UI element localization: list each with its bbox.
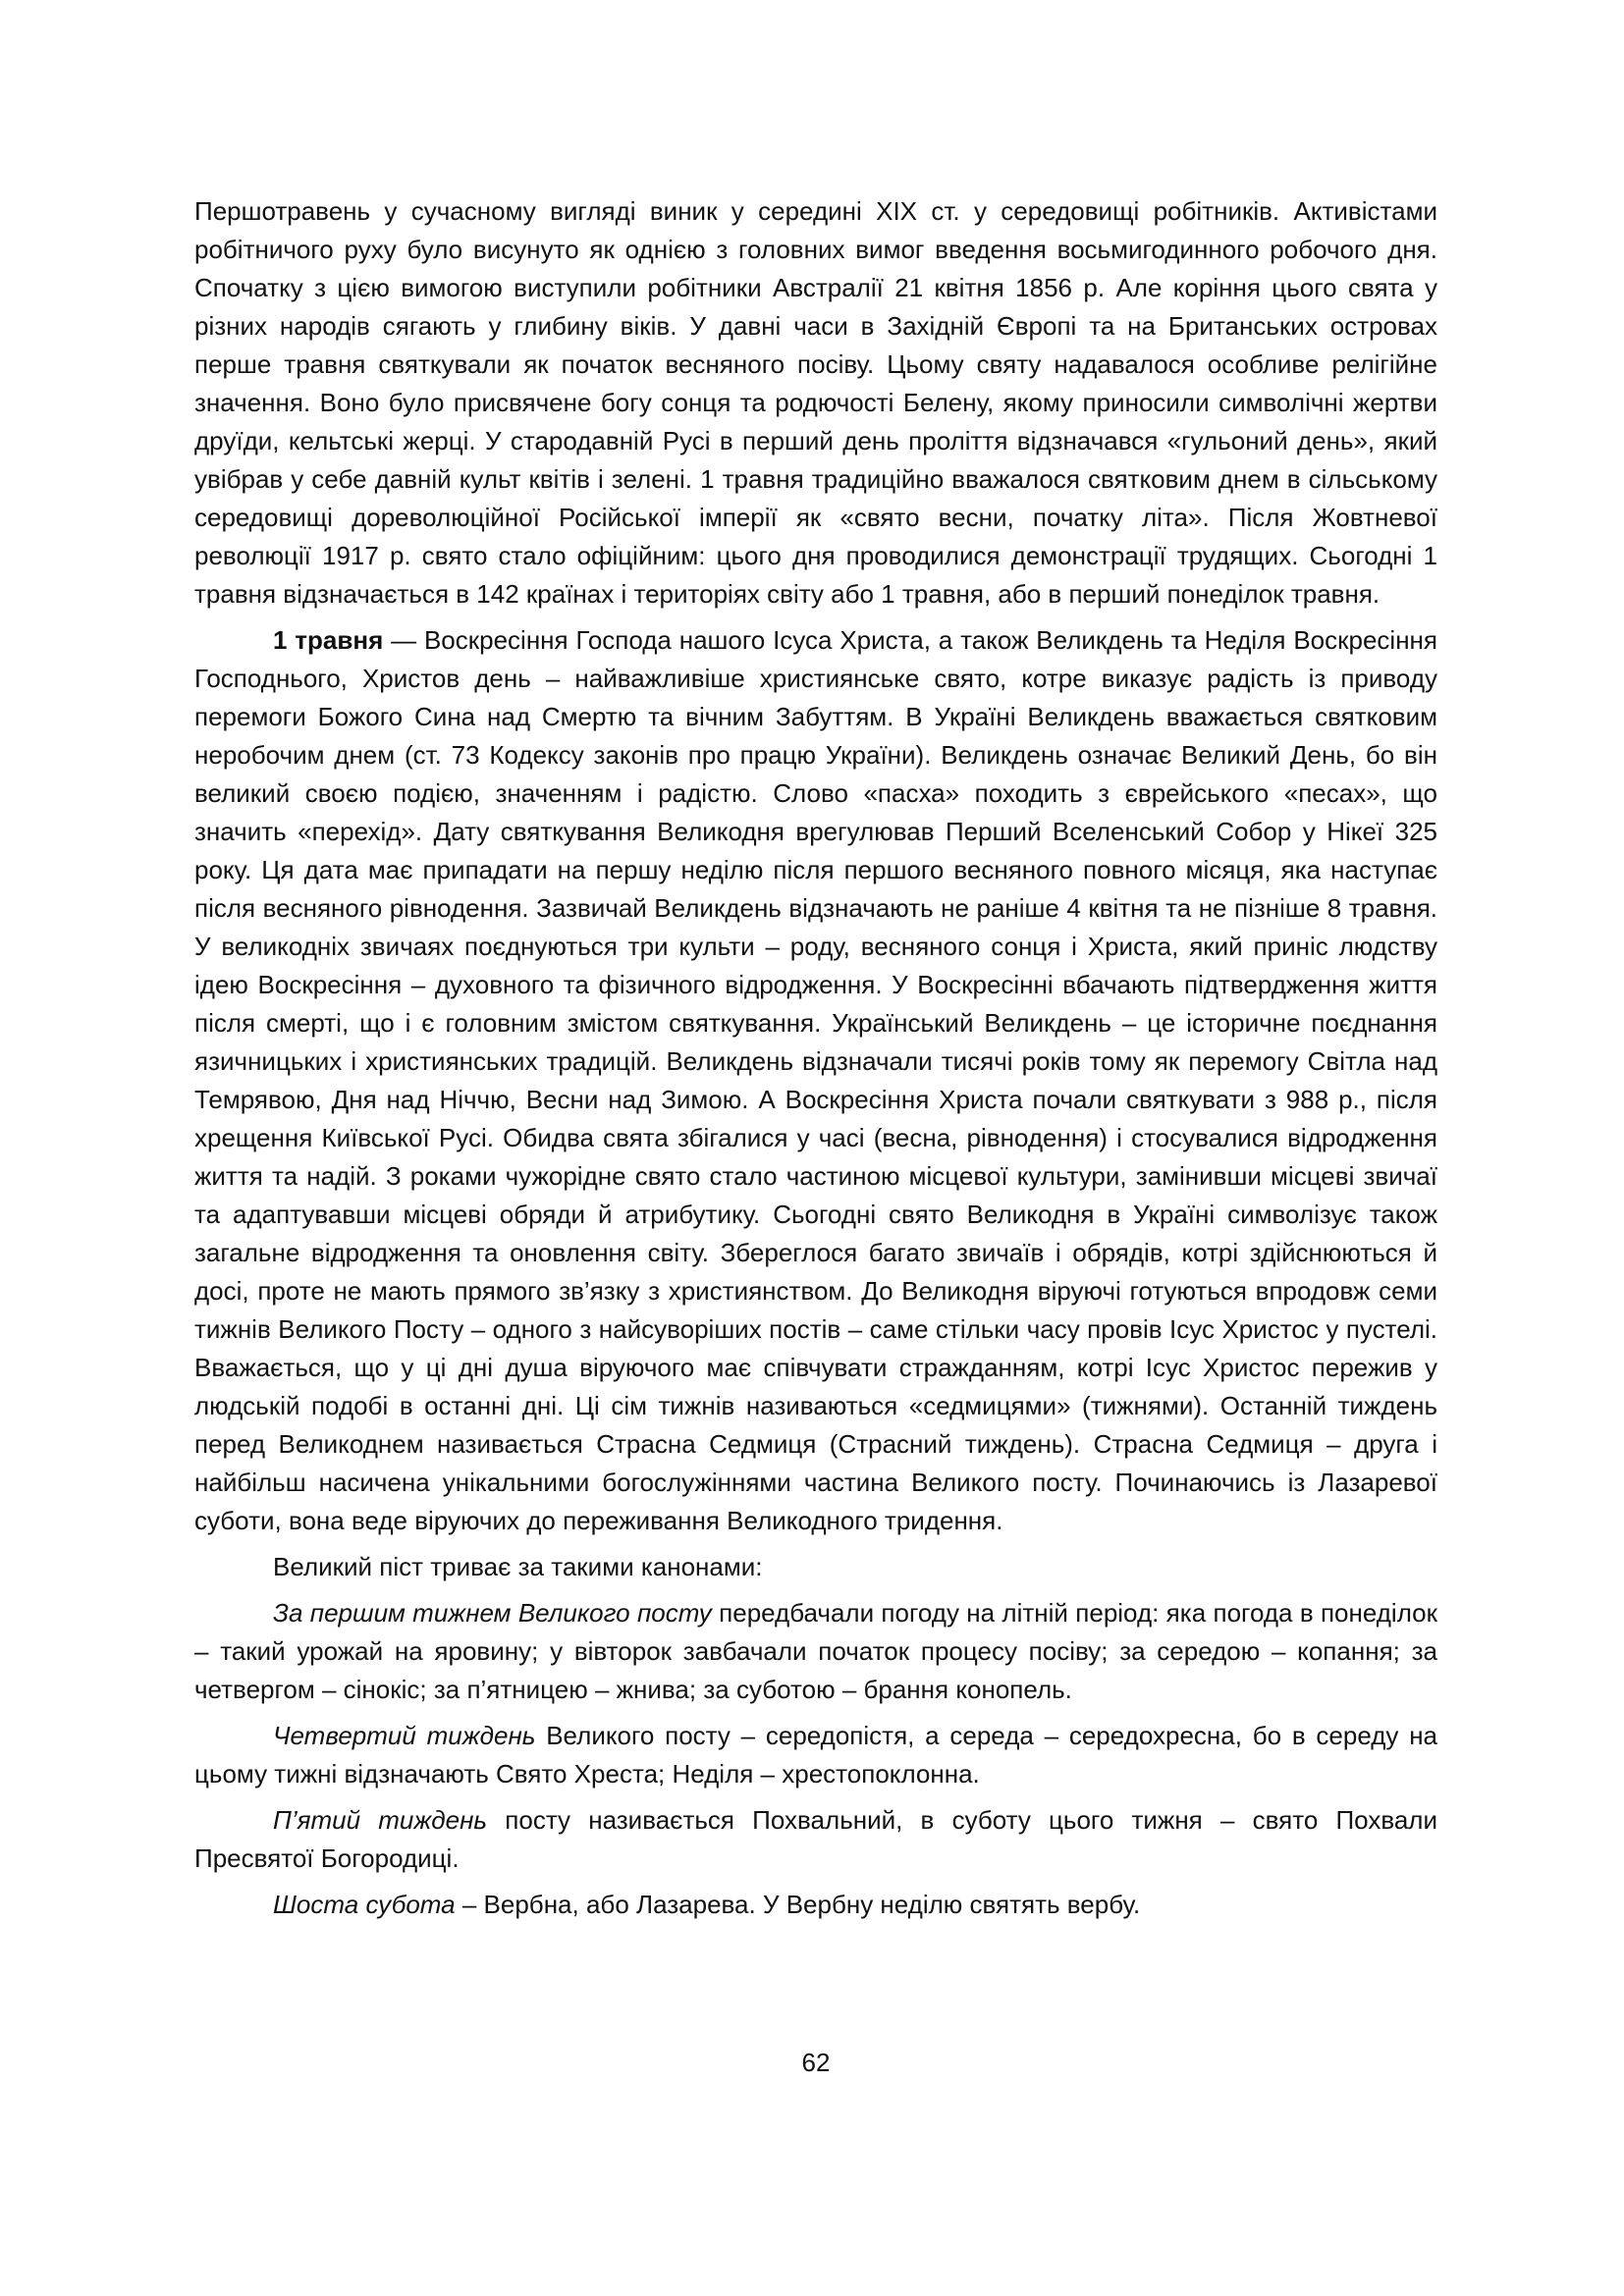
paragraph-text: Великий піст триває за такими канонами: [273, 1552, 763, 1581]
paragraph-lead-italic: Шоста субота [273, 1890, 456, 1919]
document-page [194, 0, 1437, 2296]
body-text [194, 192, 1437, 1932]
paragraph-easter [194, 621, 1437, 1540]
paragraph-text: Першотравень у сучасному вигляді виник у середині XIX ст. у середовищі робітників. Активістами робітничого руху було висунуто як однією з головних вимог введення восьмигодинного робочого дня. Спочатку з цією вимогою виступили робітники Австралії 21 квітня 1856 р. Але коріння цього свята у різних народів сягають у глибину віків. У давні часи в Західній Європі та на Британських островах перше травня святкували як початок весняного посіву. Цьому святу надавалося особливе релігійне значення. Воно було присвячене богу сонця та родючості Белену, якому приносили символічні жертви друїди, кельтські жерці. У стародавній Русі в перший день проліття відзначався «гульоний день», який увібрав у себе давній культ квітів і зелені. 1 травня традиційно вважалося святковим днем в сільському середовищі дореволюційної Російської імперії як «свято весни, початку літа». Після Жовтневої революції 1917 р. свято стало офіційним: цього дня проводилися демонстрації трудящих. Сьогодні 1 травня відзначається в 142 країнах і територіях світу або 1 травня, або в перший понеділок травня. [194, 196, 1437, 609]
paragraph-lead-italic: П’ятий тиждень [273, 1805, 488, 1835]
paragraph-mayday-history [194, 192, 1437, 614]
paragraph-lent-intro [194, 1548, 1437, 1586]
paragraph-text: — Воскресіння Господа нашого Ісуса Христа, а також Великдень та Неділя Воскресіння Господнього, Христов день – найважливіше християнське свято, котре виказує радість із приводу перемоги Божого Сина над Смертю та вічним Забуттям. В Україні Великдень вважається святковим неробочим днем (ст. 73 Кодексу законів про працю України). Великдень означає Великий День, бо він великий своєю подією, значенням і радістю. Слово «пасха» походить з єврейського «песах», що значить «перехід». Дату святкування Великодня врегулював Перший Вселенський Собор у Нікеї 325 року. Ця дата має припадати на першу неділю після першого весняного повного місяця, яка наступає після весняного рівнодення. Зазвичай Великдень відзначають не раніше 4 квітня та не пізніше 8 травня. У великодніх звичаях поєднуються три культи – роду, весняного сонця і Христа, який приніс людству ідею Воскресіння – духовного та фізичного відродження. У Воскресінні вбачають підтвердження життя після смерті, що і є головним змістом святкування. Український Великдень – це історичне поєднання язичницьких і християнських традицій. Великдень відзначали тисячі років тому як перемогу Світла над Темрявою, Дня над Ніччю, Весни над Зимою. А Воскресіння Христа почали святкувати з 988 р., після хрещення Київської Русі. Обидва свята збігалися у часі (весна, рівнодення) і стосувалися відродження життя та надій. З роками чужорідне свято стало частиною місцевої культури, замінивши місцеві звичаї та адаптувавши місцеві обряди й атрибутику. Сьогодні свято Великодня в Україні символізує також загальне відродження та оновлення світу. Збереглося багато звичаїв і обрядів, котрі здійснюються й досі, проте не мають прямого зв’язку з християнством. До Великодня віруючі готуються впродовж семи тижнів Великого Посту – одного з найсуворіших постів – саме стільки часу провів Ісус Христос у пустелі. Вважається, що у ці дні душа віруючого має співчувати стражданням, котрі Ісус Христос пережив у людській подобі в останні дні. Ці сім тижнів називаються «седмицями» (тижнями). Останній тиждень перед Великоднем називається Страсна Седмиця (Страсний тиждень). Страсна Седмиця – друга і найбільш насичена унікальними богослужіннями частина Великого посту. Починаючись із Лазаревої суботи, вона веде віруючих до переживання Великодного тридення. [194, 625, 1437, 1535]
paragraph-text: Великого посту – середопістя, а середа – середохресна, бо в середу на цьому тижні відзначають Свято Хреста; Неділя – хрестопоклонна. [194, 1721, 1438, 1789]
paragraph-text: посту називається Похвальний, в суботу цього тижня – свято Похвали Пресвятої Богородиці. [194, 1805, 1438, 1873]
paragraph-lead-italic: Четвертий тиждень [273, 1721, 536, 1750]
paragraph-text: – Вербна, або Лазарева. У Вербну неділю святять вербу. [455, 1890, 1141, 1919]
paragraph-sixth-saturday [194, 1886, 1437, 1924]
page-number: 62 [801, 2048, 831, 2077]
paragraph-lead-bold: 1 травня [273, 625, 384, 655]
paragraph-text: передбачали погоду на літній період: яка погода в понеділок – такий урожай на яровину; у вівторок завбачали початок процесу посіву; за середою – копання; за четвергом – сінокіс; за п’ятницею – жнива; за суботою – брання конопель. [194, 1598, 1437, 1704]
paragraph-fifth-week [194, 1801, 1437, 1878]
paragraph-first-week [194, 1594, 1437, 1709]
paragraph-fourth-week [194, 1717, 1437, 1793]
paragraph-lead-italic: За першим тижнем Великого посту [273, 1598, 712, 1628]
